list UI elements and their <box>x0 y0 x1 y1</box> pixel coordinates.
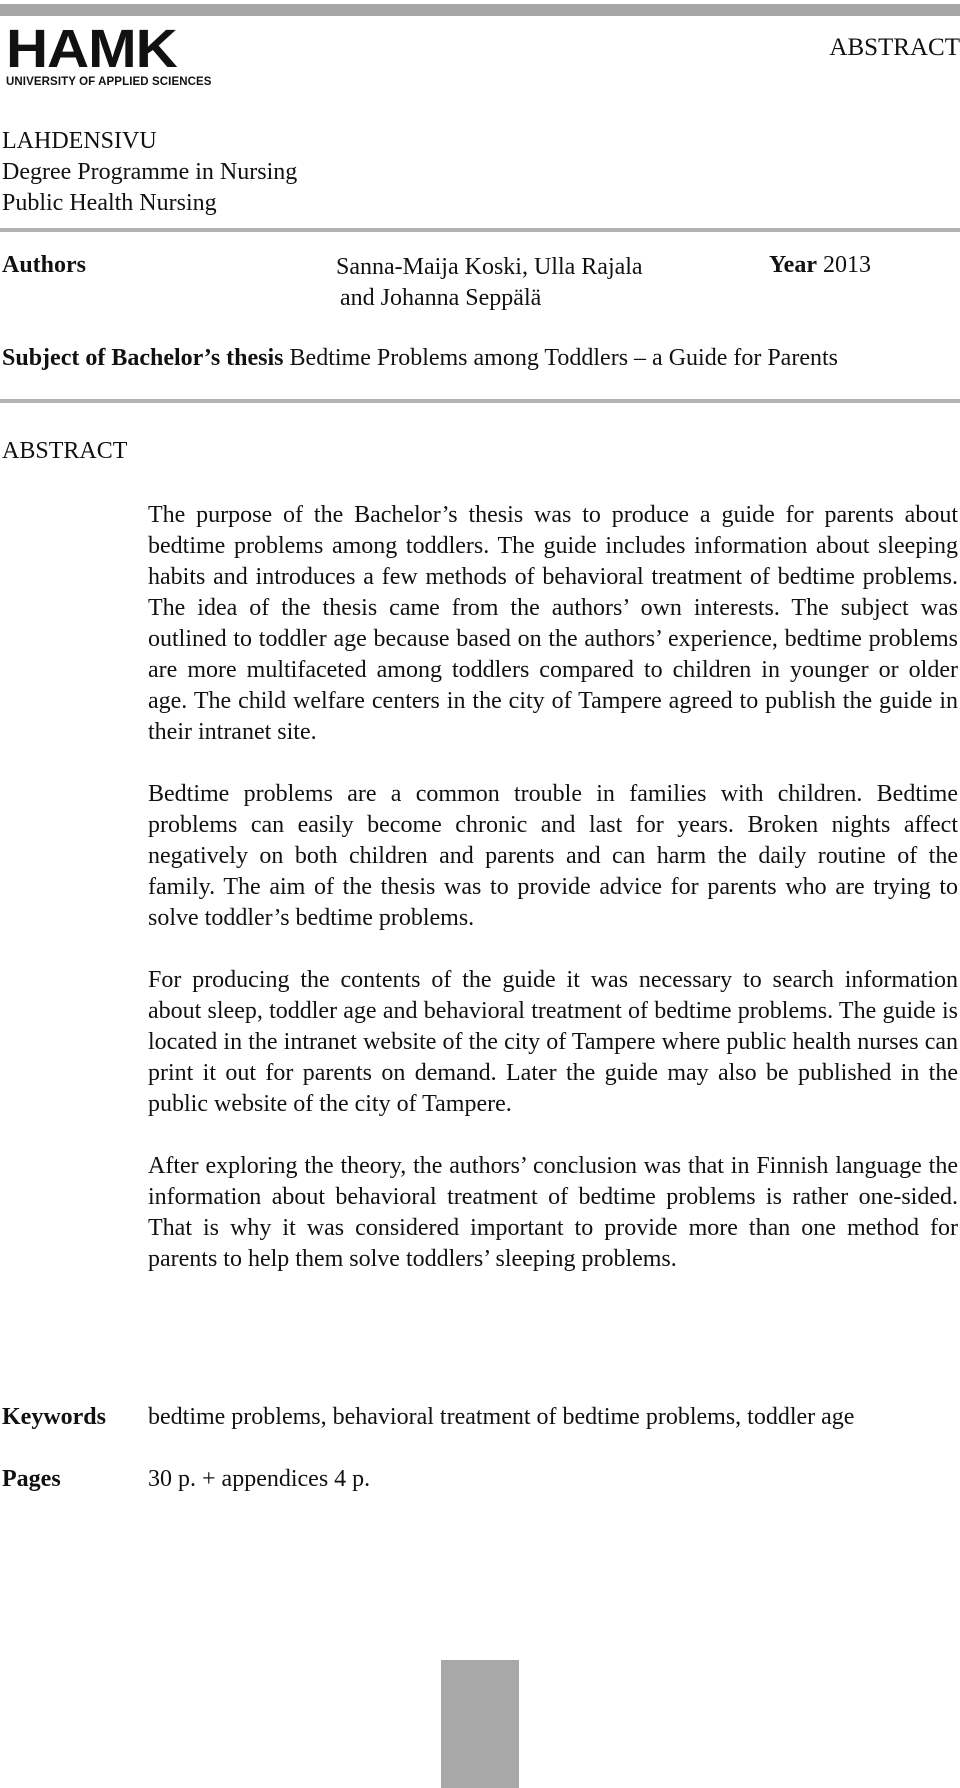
abstract-body <box>148 500 958 1306</box>
authors-value <box>336 252 643 314</box>
year-value: 2013 <box>822 252 871 278</box>
unit-specialisation: Public Health Nursing <box>2 190 217 216</box>
section-divider <box>0 228 960 232</box>
logo-subtitle: UNIVERSITY OF APPLIED SCIENCES <box>6 76 212 88</box>
keywords-value: bedtime problems, behavioral treatment of bedtime problems, toddler age <box>148 1404 855 1430</box>
keywords-label: Keywords <box>2 1404 106 1430</box>
pages-label: Pages <box>2 1466 61 1492</box>
unit-location: LAHDENSIVU <box>2 128 157 154</box>
logo-wordmark: HAMK <box>6 19 177 79</box>
section-divider <box>0 399 960 403</box>
abstract-heading: ABSTRACT <box>2 438 128 464</box>
abstract-paragraph: Bedtime problems are a common trouble in families with children. Bedtime problems can easily become chronic and last for years. Broken nights affect negatively on both children and parents and can harm the daily routine of the family. The aim of the thesis was to provide advice for parents who are trying to solve toddler’s bedtime problems. <box>148 781 958 931</box>
abstract-paragraph: For producing the contents of the guide it was necessary to search information about sleep, toddler age and behavioral treatment of bedtime problems. The guide is located in the intranet website of the city of Tampere where public health nurses can print it out for parents on demand. Later the guide may also be published in the public website of the city of Tampere. <box>148 967 958 1117</box>
unit-programme: Degree Programme in Nursing <box>2 159 298 185</box>
top-divider <box>0 4 960 16</box>
abstract-paragraph: After exploring the theory, the authors’ conclusion was that in Finnish language the information about behavioral treatment of bedtime problems is rather one-sided. That is why it was considered important to provide more than one method for parents to help them solve toddlers’ sleeping problems. <box>148 1153 958 1272</box>
document-type: ABSTRACT <box>829 34 960 61</box>
subject-value: Bedtime Problems among Toddlers – a Guide for Parents <box>289 345 838 371</box>
authors-label: Authors <box>2 252 87 278</box>
authors-line-1: Sanna-Maija Koski, Ulla Rajala <box>336 254 643 280</box>
hamk-logo <box>6 19 246 88</box>
year-field <box>769 252 871 279</box>
subject-label: Subject of Bachelor’s thesis <box>2 345 284 371</box>
subject-field <box>2 345 838 372</box>
page-footer-tab <box>441 1660 519 1788</box>
unit-info <box>2 126 297 219</box>
pages-value: 30 p. + appendices 4 p. <box>148 1466 371 1492</box>
authors-line-2: and Johanna Seppälä <box>340 285 542 311</box>
year-label: Year <box>769 252 817 278</box>
abstract-paragraph: The purpose of the Bachelor’s thesis was to produce a guide for parents about bedtime problems among toddlers. The guide includes information about sleeping habits and introduces a few methods of behavioral treatment of bedtime problems. The idea of the thesis came from the authors’ own interests. The subject was outlined to toddler age because based on the authors’ experience, bedtime problems are more multifaceted among toddlers compared to children in younger or older age. The child welfare centers in the city of Tampere agreed to publish the guide in their intranet site. <box>148 502 958 745</box>
